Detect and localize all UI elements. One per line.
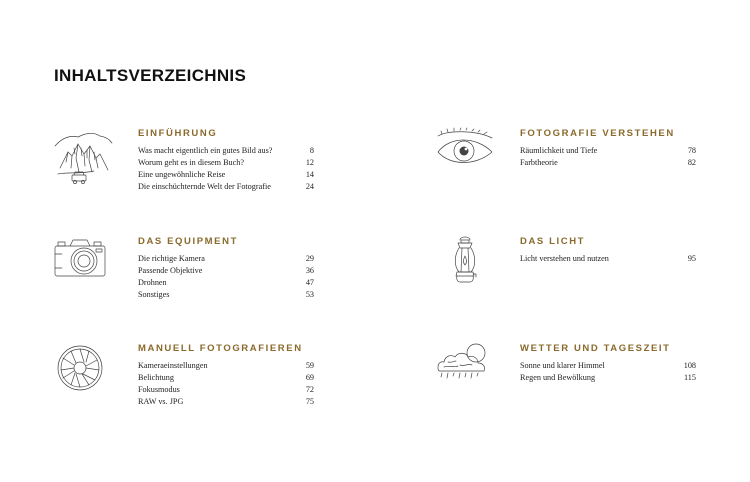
section-title: EINFÜHRUNG xyxy=(138,128,218,139)
entry-label: Licht verstehen und nutzen xyxy=(520,254,609,263)
toc-entry[interactable] xyxy=(138,145,314,157)
entry-label: Drohnen xyxy=(138,278,167,287)
entry-page: 75 xyxy=(305,397,314,406)
entry-label: RAW vs. JPG xyxy=(138,397,184,406)
toc-entry[interactable] xyxy=(520,360,696,372)
section-title: MANUELL FOTOGRAFIEREN xyxy=(138,343,303,354)
entry-label: Worum geht es in diesem Buch? xyxy=(138,158,244,167)
toc-entry[interactable] xyxy=(138,372,314,384)
toc-entry[interactable] xyxy=(138,360,314,372)
entry-page: 82 xyxy=(687,158,696,167)
entry-page: 108 xyxy=(683,361,696,370)
entry-page: 78 xyxy=(687,146,696,155)
camera-icon xyxy=(54,236,112,294)
toc-entry[interactable] xyxy=(520,253,696,265)
entry-page: 59 xyxy=(305,361,314,370)
entry-page: 115 xyxy=(684,373,696,382)
entry-label: Die einschüchternde Welt der Fotografie xyxy=(138,182,271,191)
entry-label: Sonne und klarer Himmel xyxy=(520,361,605,370)
entry-page: 8 xyxy=(309,146,314,155)
toc-entry[interactable] xyxy=(138,277,314,289)
eye-icon xyxy=(436,128,494,186)
entry-page: 95 xyxy=(687,254,696,263)
mountain-car-icon xyxy=(54,128,112,186)
section-title: DAS EQUIPMENT xyxy=(138,236,238,247)
section-title: FOTOGRAFIE VERSTEHEN xyxy=(520,128,675,139)
toc-entry[interactable] xyxy=(520,372,696,384)
entry-page: 12 xyxy=(305,158,314,167)
entry-label: Räumlichkeit und Tiefe xyxy=(520,146,598,155)
entry-page: 29 xyxy=(305,254,314,263)
toc-entry[interactable] xyxy=(138,157,314,169)
entry-page: 72 xyxy=(305,385,314,394)
toc-entry[interactable] xyxy=(520,145,696,157)
section-title: DAS LICHT xyxy=(520,236,586,247)
entry-page: 47 xyxy=(305,278,314,287)
toc-entry[interactable] xyxy=(520,157,696,169)
entry-label: Was macht eigentlich ein gutes Bild aus? xyxy=(138,146,273,155)
cloud-sun-icon xyxy=(436,343,494,401)
entry-page: 69 xyxy=(305,373,314,382)
lantern-icon xyxy=(436,236,494,294)
entry-page: 14 xyxy=(305,170,314,179)
toc-entry[interactable] xyxy=(138,181,314,193)
toc-entry[interactable] xyxy=(138,289,314,301)
entry-label: Belichtung xyxy=(138,373,174,382)
entry-label: Kameraeinstellungen xyxy=(138,361,208,370)
entry-page: 53 xyxy=(305,290,314,299)
toc-entry[interactable] xyxy=(138,396,314,408)
toc-entry[interactable] xyxy=(138,265,314,277)
entry-page: 36 xyxy=(305,266,314,275)
entry-label: Farbtheorie xyxy=(520,158,558,167)
entry-label: Die richtige Kamera xyxy=(138,254,205,263)
entry-label: Passende Objektive xyxy=(138,266,203,275)
entry-page: 24 xyxy=(305,182,314,191)
page-title: INHALTSVERZEICHNIS xyxy=(54,66,247,85)
entry-label: Fokusmodus xyxy=(138,385,180,394)
entry-label: Sonstiges xyxy=(138,290,170,299)
section-title: WETTER UND TAGESZEIT xyxy=(520,343,671,354)
entry-label: Regen und Bewölkung xyxy=(520,373,596,382)
toc-entry[interactable] xyxy=(138,384,314,396)
aperture-icon xyxy=(54,343,112,401)
toc-entry[interactable] xyxy=(138,169,314,181)
toc-entry[interactable] xyxy=(138,253,314,265)
entry-label: Eine ungewöhnliche Reise xyxy=(138,170,226,179)
